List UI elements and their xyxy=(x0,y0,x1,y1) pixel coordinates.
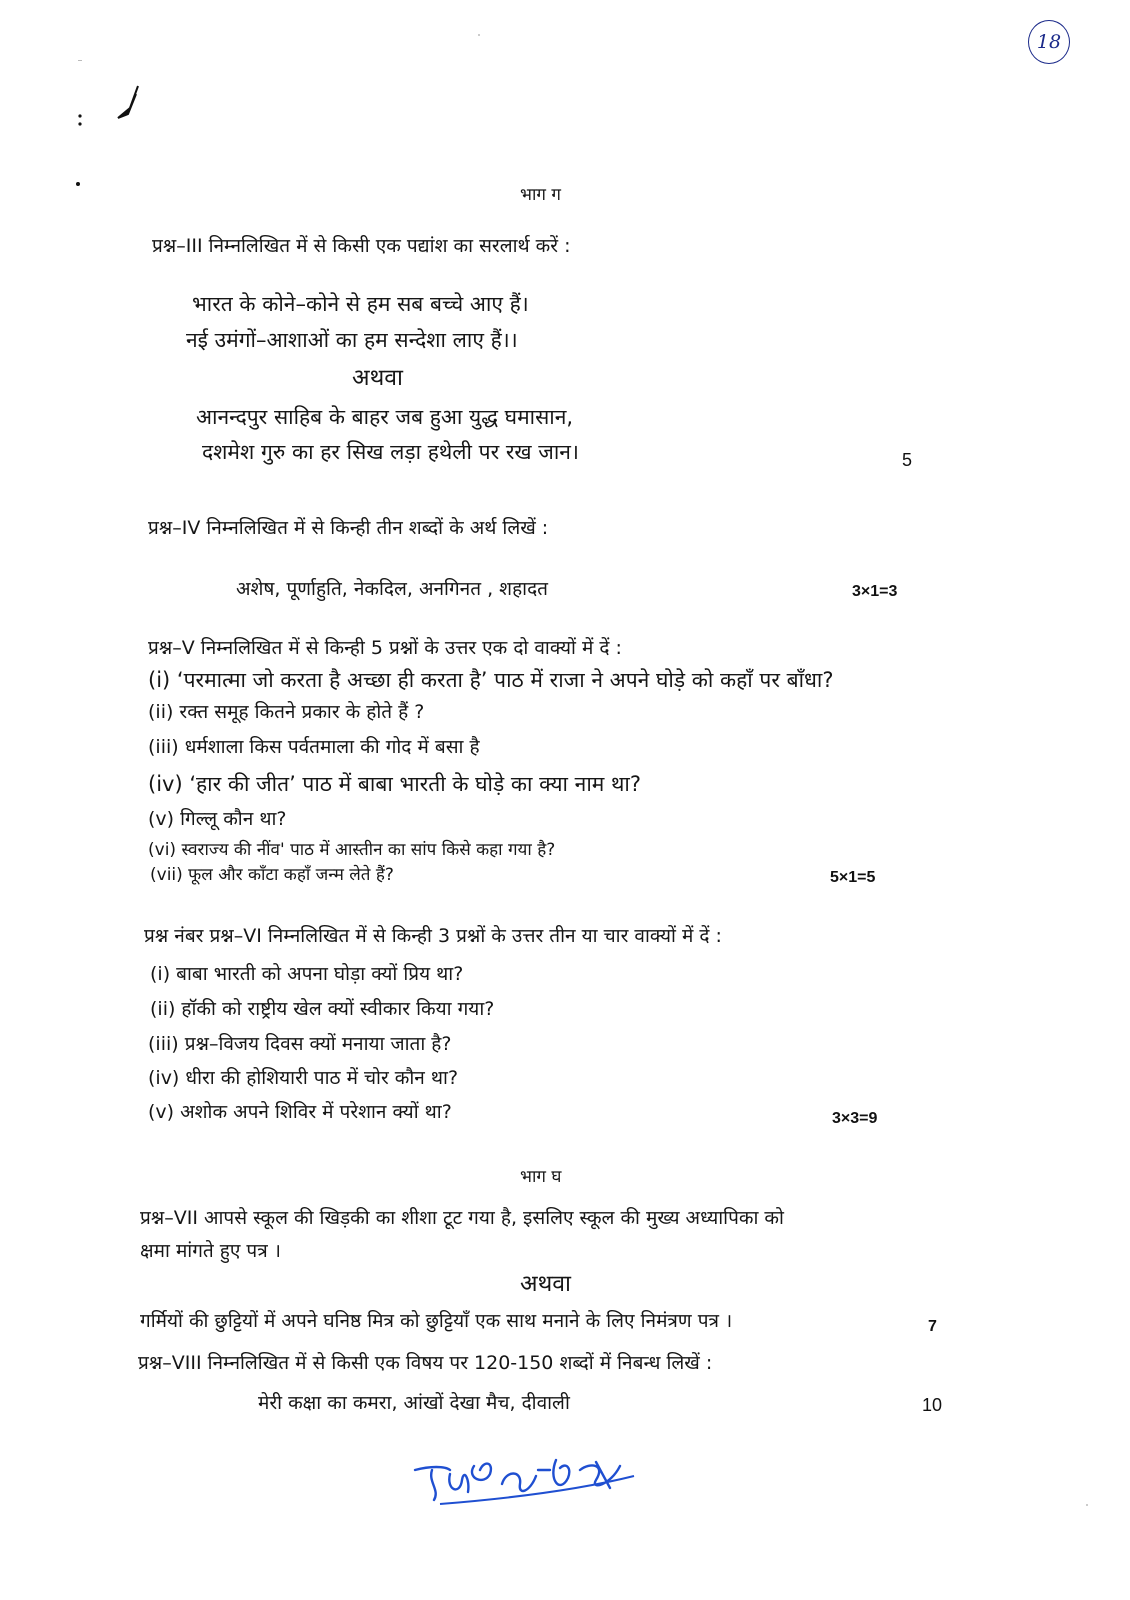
q7-alt: गर्मियों की छुट्टियों में अपने घनिष्ठ मित्र को छुट्टियाँ एक साथ मनाने के लिए निमंत्रण पत्र । xyxy=(140,1310,733,1332)
q7-prompt-line2: क्षमा मांगते हुए पत्र । xyxy=(140,1240,281,1262)
scan-speck xyxy=(478,34,480,36)
q5-item: (ii) रक्त समूह कितने प्रकार के होते हैं ? xyxy=(148,701,425,723)
signature-icon xyxy=(410,1440,640,1520)
q3-poem1-line1: भारत के कोने–कोने से हम सब बच्चे आए हैं। xyxy=(192,292,529,316)
q5-item: (v) गिल्लू कौन था? xyxy=(148,808,287,830)
q3-or: अथवा xyxy=(352,365,404,391)
q4-marks: 3×1=3 xyxy=(852,583,898,600)
q6-item: (iii) प्रश्न–विजय दिवस क्यों मनाया जाता है? xyxy=(148,1033,452,1055)
pen-mark-icon xyxy=(70,80,150,190)
q3-poem1-line2: नई उमंगों–आशाओं का हम सन्देशा लाए हैं।। xyxy=(186,328,518,352)
q8-topics: मेरी कक्षा का कमरा, आंखों देखा मैच, दीवाली xyxy=(258,1392,570,1414)
q3-poem2-line2: दशमेश गुरु का हर सिख लड़ा हथेली पर रख जान। xyxy=(202,440,579,464)
section-c-heading: भाग ग xyxy=(520,185,561,205)
q6-item: (i) बाबा भारती को अपना घोड़ा क्यों प्रिय था? xyxy=(150,963,464,985)
scan-speck xyxy=(78,60,82,61)
q3-marks: 5 xyxy=(902,450,913,470)
q8-prompt: प्रश्न–VIII निम्नलिखित में से किसी एक विषय पर 120-150 शब्दों में निबन्ध लिखें : xyxy=(138,1352,713,1374)
q6-prompt: प्रश्न नंबर प्रश्न–VI निम्नलिखित में से किन्ही 3 प्रश्नों के उत्तर तीन या चार वाक्यों में दें : xyxy=(144,925,722,947)
q7-or: अथवा xyxy=(520,1271,572,1297)
scan-speck xyxy=(1086,1504,1088,1506)
q7-prompt-line1: प्रश्न–VII आपसे स्कूल की खिड़की का शीशा टूट गया है, इसलिए स्कूल की मुख्य अध्यापिका को xyxy=(140,1207,784,1229)
q5-item: (iii) धर्मशाला किस पर्वतमाला की गोद में बसा है xyxy=(148,736,480,758)
q4-prompt: प्रश्न–IV निम्नलिखित में से किन्ही तीन शब्दों के अर्थ लिखें : xyxy=(148,517,549,539)
q3-poem2-line1: आनन्दपुर साहिब के बाहर जब हुआ युद्ध घमासान, xyxy=(196,405,574,429)
q5-item: (i) ‘परमात्मा जो करता है अच्छा ही करता है’ पाठ में राजा ने अपने घोड़े को कहाँ पर बाँधा? xyxy=(148,668,834,692)
q6-marks: 3×3=9 xyxy=(832,1110,878,1127)
q5-marks: 5×1=5 xyxy=(830,869,876,886)
section-d-heading: भाग घ xyxy=(520,1167,562,1187)
q6-item: (ii) हॉकी को राष्ट्रीय खेल क्यों स्वीकार किया गया? xyxy=(150,998,495,1020)
q5-prompt: प्रश्न–V निम्नलिखित में से किन्ही 5 प्रश्नों के उत्तर एक दो वाक्यों में दें : xyxy=(148,637,622,659)
page-number: 18 xyxy=(1036,31,1062,53)
q5-item: (iv) ‘हार की जीत’ पाठ में बाबा भारती के घोड़े का क्या नाम था? xyxy=(148,772,641,796)
q3-prompt: प्रश्न–III निम्नलिखित में से किसी एक पद्यांश का सरलार्थ करें : xyxy=(152,235,571,257)
q4-words: अशेष, पूर्णाहुति, नेकदिल, अनगिनत , शहादत xyxy=(236,578,548,600)
q5-item: (vi) स्वराज्य की नींव' पाठ में आस्तीन का सांप किसे कहा गया है? xyxy=(148,840,556,860)
q6-item: (iv) धीरा की होशियारी पाठ में चोर कौन था? xyxy=(148,1067,459,1089)
q7-marks: 7 xyxy=(928,1318,937,1335)
q5-item: (vii) फूल और काँटा कहाँ जन्म लेते हैं? xyxy=(150,865,394,885)
q8-marks: 10 xyxy=(922,1395,943,1415)
page-number-circle xyxy=(1028,20,1070,64)
q6-item: (v) अशोक अपने शिविर में परेशान क्यों था? xyxy=(148,1101,452,1123)
